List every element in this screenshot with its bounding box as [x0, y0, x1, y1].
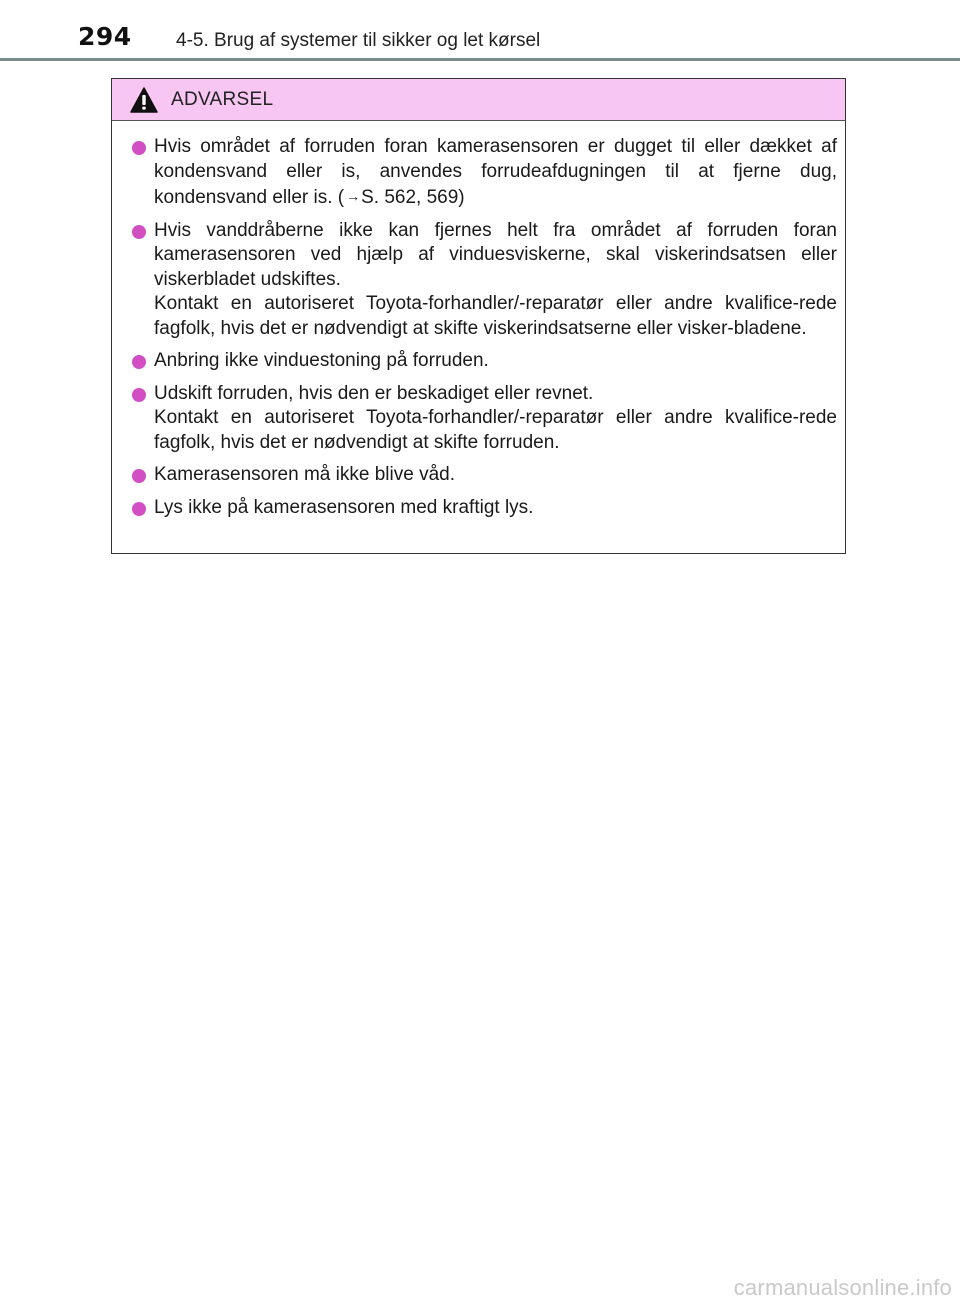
- warning-box: [111, 78, 846, 554]
- section-title: 4-5. Brug af systemer til sikker og let kørsel: [176, 30, 541, 51]
- page-header: [0, 0, 960, 64]
- page-number: 294: [78, 22, 132, 51]
- warning-item-extra: Kontakt en autoriseret Toyota-forhandler/-reparatør eller andre kvalifice-rede fagfolk, hvis det er nødvendigt at skifte viskerindsatserne eller visker-bladene.: [154, 293, 837, 339]
- warning-body: [112, 121, 845, 520]
- bullet-icon: [132, 469, 146, 483]
- warning-item-text: Kamerasensoren må ikke blive våd.: [154, 464, 455, 485]
- warning-item: [132, 349, 837, 374]
- warning-item-text: Lys ikke på kamerasensoren med kraftigt lys.: [154, 496, 534, 518]
- warning-item-text: Hvis området af forruden foran kamerasensoren er dugget til eller dækket af kondensvand eller is, anvendes forrudeafdugningen til at fjerne dug, kondensvand eller is. ( →S. 562, 569): [154, 136, 837, 208]
- warning-item-text: Anbring ikke vinduestoning på forruden.: [154, 350, 489, 371]
- warning-triangle-icon: [130, 87, 158, 113]
- warning-item: [132, 463, 837, 488]
- warning-item: [132, 219, 837, 342]
- header-rule: [0, 58, 960, 61]
- watermark: carmanualsonline.info: [733, 1275, 952, 1300]
- bullet-icon: [132, 355, 146, 369]
- warning-item-extra: Kontakt en autoriseret Toyota-forhandler/-reparatør eller andre kvalifice-rede fagfolk, hvis det er nødvendigt at skifte forruden.: [154, 407, 837, 453]
- bullet-icon: [132, 225, 146, 239]
- warning-item-text: Hvis vanddråberne ikke kan fjernes helt fra området af forruden foran kamerasensoren ved hjælp af vinduesviskerne, skal viskerindsatsen eller viskerbladet udskiftes.: [154, 219, 837, 290]
- bullet-icon: [132, 502, 146, 516]
- warning-label: ADVARSEL: [171, 89, 274, 110]
- warning-item: [132, 135, 837, 211]
- bullet-icon: [132, 141, 146, 155]
- page-reference: S. 562, 569): [361, 187, 465, 208]
- bullet-icon: [132, 388, 146, 402]
- arrow-right-icon: →: [346, 188, 361, 204]
- warning-item: [132, 382, 837, 456]
- warning-item-text: Udskift forruden, hvis den er beskadiget eller revnet.: [154, 382, 594, 404]
- warning-item: [132, 496, 837, 521]
- warning-header: [112, 79, 845, 121]
